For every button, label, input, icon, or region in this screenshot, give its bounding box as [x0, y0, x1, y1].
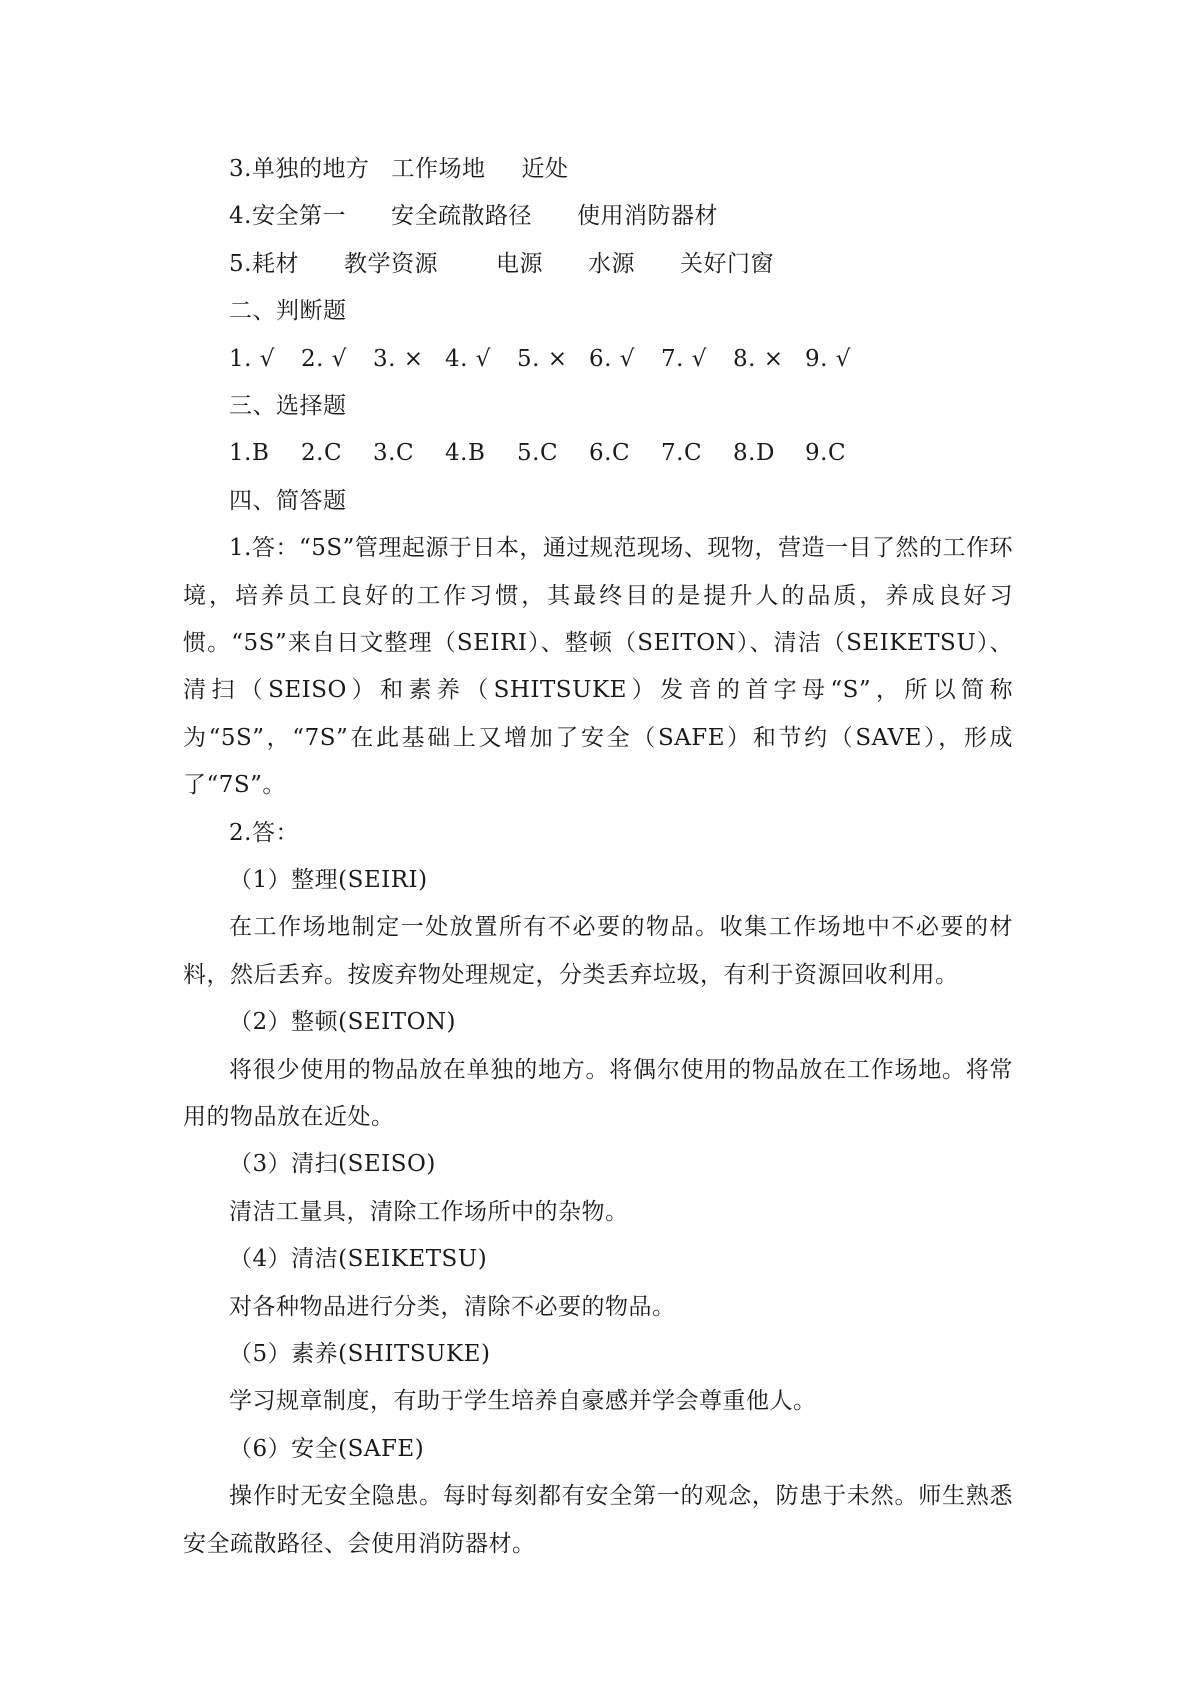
- fill-blank-answer: 教学资源: [343, 250, 438, 277]
- document-body: [183, 146, 1013, 1568]
- item-heading-seiri: （1）整理(SEIRI): [229, 866, 428, 893]
- fill-blank-answer: 单独的地方: [251, 156, 370, 182]
- judgement-answer: 5. ×: [517, 345, 568, 372]
- section-title-choice: 三、选择题: [229, 392, 347, 419]
- choice-answer: 3.C: [373, 440, 415, 467]
- judgement-answer: 9. √: [805, 345, 851, 372]
- judgement-answer: 4. √: [445, 345, 491, 372]
- fill-blank-answer: 安全疏散路径: [390, 203, 532, 230]
- judgement-answer: 2. √: [301, 345, 347, 372]
- answer-2-label: 2.答：: [229, 819, 299, 846]
- item-text-seiton: 将很少使用的物品放在单独的地方。将偶尔使用的物品放在工作场地。将常用的物品放在近处。: [183, 1056, 1013, 1130]
- choice-answer: 4.B: [445, 440, 486, 467]
- fill-blank-3: [183, 146, 1013, 193]
- section-title-judgement: 二、判断题: [229, 298, 347, 325]
- fill-blank-answer: 安全第一: [251, 203, 346, 230]
- fill-blank-number: 4.: [229, 203, 252, 230]
- judgement-answer: 1. √: [229, 345, 275, 372]
- fill-blank-4: [183, 193, 1013, 240]
- fill-blank-answer: 使用消防器材: [576, 203, 718, 230]
- item-text-shitsuke: 学习规章制度，有助于学生培养自豪感并学会尊重他人。: [229, 1388, 817, 1415]
- item-text-seiketsu: 对各种物品进行分类，清除不必要的物品。: [229, 1293, 676, 1320]
- judgement-answer: 8. ×: [733, 345, 784, 372]
- item-text-seiri: 在工作场地制定一处放置所有不必要的物品。收集工作场地中不必要的材料，然后丢弃。按废弃物处理规定，分类丢弃垃圾，有利于资源回收利用。: [183, 914, 1013, 988]
- item-heading-seiso: （3）清扫(SEISO): [229, 1151, 436, 1178]
- judgement-answer: 7. √: [661, 345, 707, 372]
- item-text-safe: 操作时无安全隐患。每时每刻都有安全第一的观念，防患于未然。师生熟悉安全疏散路径、会使用消防器材。: [183, 1483, 1013, 1557]
- choice-answer: 2.C: [301, 440, 343, 467]
- choice-answers: [183, 430, 1013, 477]
- fill-blank-answer: 耗材: [251, 250, 299, 277]
- item-heading-shitsuke: （5）素养(SHITSUKE): [229, 1340, 491, 1367]
- choice-answer: 8.D: [733, 440, 775, 467]
- fill-blank-answer: 工作场地: [391, 156, 486, 182]
- item-heading-seiton: （2）整顿(SEITON): [229, 1009, 457, 1036]
- fill-blank-answer: 电源: [495, 250, 543, 277]
- answer-1-paragraph: 1.答：“5S”管理起源于日本，通过规范现场、现物，营造一目了然的工作环境，培养员工良好的工作习惯，其最终目的是提升人的品质，养成良好习惯。“5S”来自日文整理（SEIRI）、整顿（SEITON）、清洁（SEIKETSU）、清扫（SEISO）和素养（SHITSUKE）发音的首字母“S”，所以简称为“5S”，“7S”在此基础上又增加了安全（SAFE）和节约（SAVE），形成了“7S”。: [183, 535, 1013, 799]
- choice-answer: 1.B: [229, 440, 270, 467]
- fill-blank-answer: 近处: [521, 156, 569, 182]
- fill-blank-answer: 关好门窗: [679, 250, 774, 277]
- section-title-short-answer: 四、简答题: [229, 487, 347, 514]
- judgement-answer: 3. ×: [373, 345, 424, 372]
- item-heading-safe: （6）安全(SAFE): [229, 1435, 425, 1462]
- fill-blank-answer: 水源: [587, 250, 635, 277]
- judgement-answer: 6. √: [589, 345, 635, 372]
- choice-answer: 7.C: [661, 440, 703, 467]
- item-heading-seiketsu: （4）清洁(SEIKETSU): [229, 1246, 488, 1273]
- fill-blank-number: 3.: [229, 156, 252, 182]
- fill-blank-5: [183, 241, 1013, 288]
- choice-answer: 5.C: [517, 440, 559, 467]
- choice-answer: 6.C: [589, 440, 631, 467]
- choice-answer: 9.C: [805, 440, 847, 467]
- judgement-answers: [183, 336, 1013, 383]
- item-text-seiso: 清洁工量具，清除工作场所中的杂物。: [229, 1198, 629, 1225]
- fill-blank-number: 5.: [229, 250, 252, 277]
